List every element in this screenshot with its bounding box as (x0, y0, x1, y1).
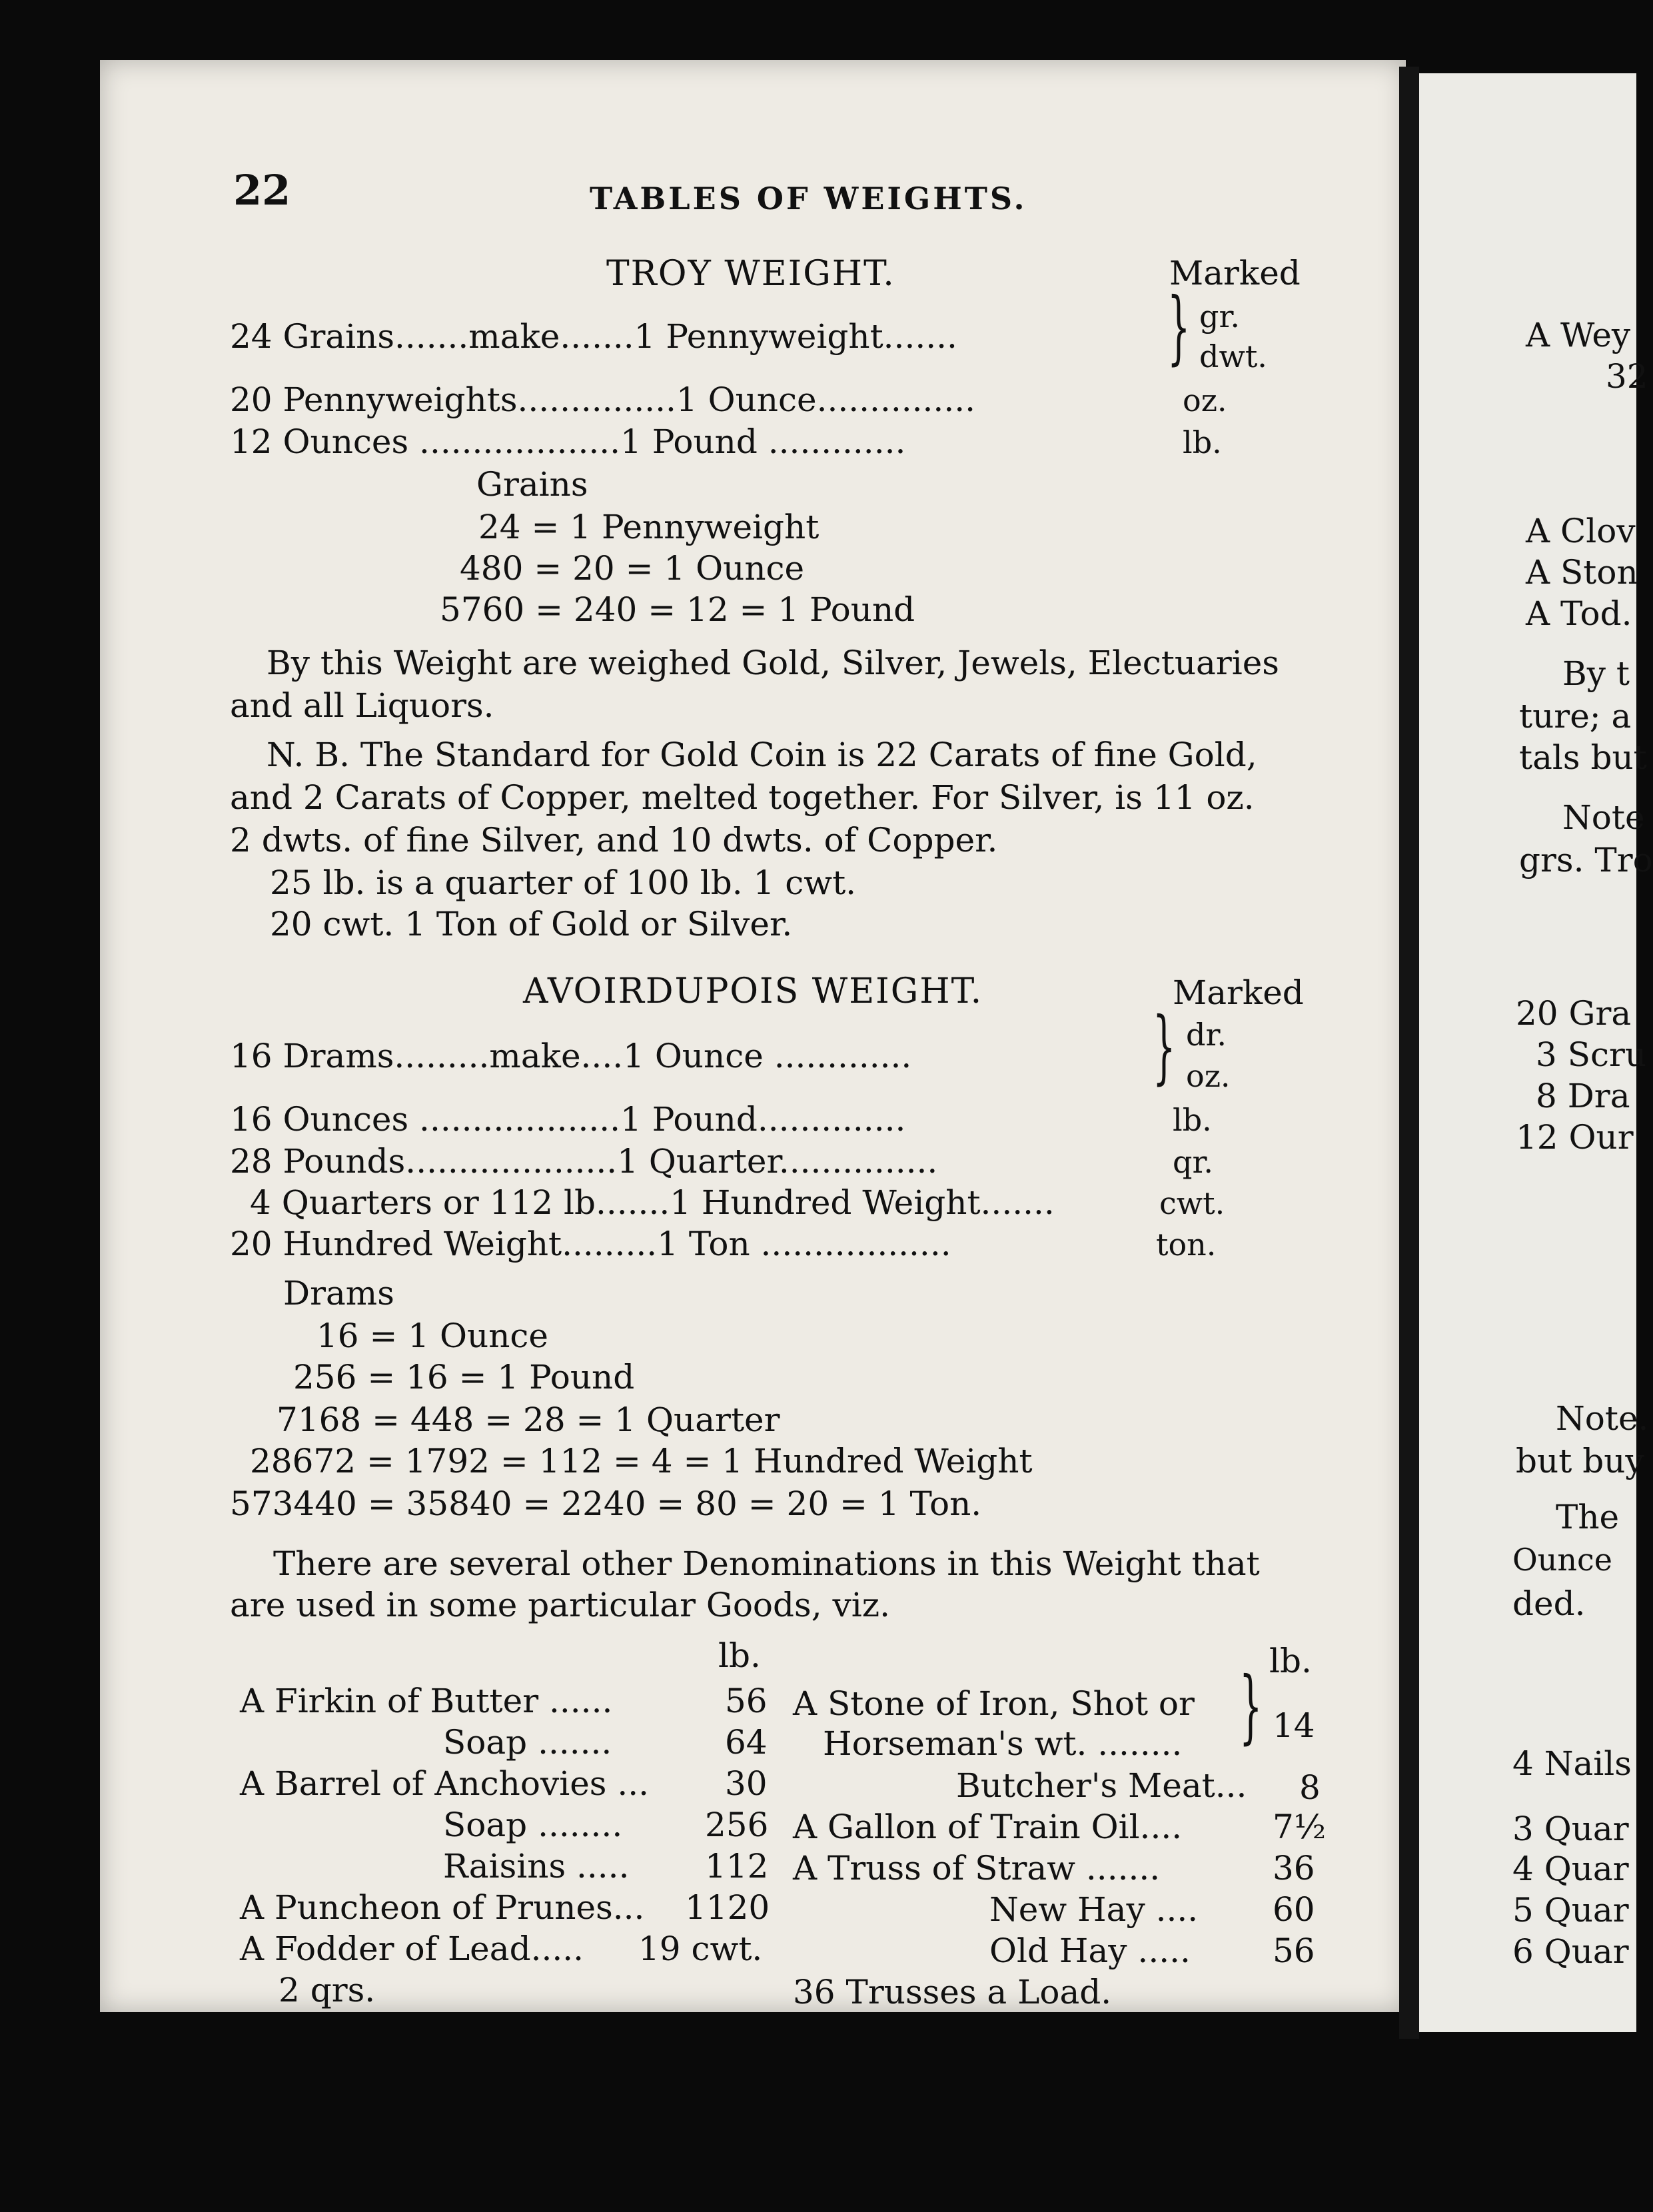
goods-right-label-3: Butcher's Meat... (956, 1766, 1247, 1805)
troy-conversion-2: 480 = 20 = 1 Ounce (460, 549, 805, 588)
goods-right-value-2: 14 (1273, 1706, 1315, 1745)
right-fragment: By t (1562, 654, 1630, 693)
right-fragment: Ounce (1512, 1542, 1612, 1578)
troy-row-1: 24 Grains.......make.......1 Pennyweight....... (230, 317, 957, 356)
right-fragment: Note. (1556, 1399, 1649, 1438)
avoirdupois-row-1-mark: dr. (1186, 1017, 1227, 1053)
troy-grains-label: Grains (476, 465, 588, 504)
troy-row-1-mark-2: dwt. (1199, 338, 1267, 374)
page-gutter (1399, 67, 1419, 2039)
avoirdupois-conversion-5: 573440 = 35840 = 2240 = 80 = 20 = 1 Ton. (230, 1484, 982, 1523)
right-fragment: 4 Nails (1512, 1744, 1632, 1783)
troy-row-2: 20 Pennyweights...............1 Ounce............... (230, 380, 975, 419)
right-fragment: A Wey (1526, 316, 1631, 354)
right-fragment: ded. (1512, 1584, 1586, 1623)
goods-left-value-3: 30 (725, 1764, 768, 1803)
goods-left-label-3: A Barrel of Anchovies ... (240, 1764, 650, 1803)
troy-brace: } (1167, 281, 1191, 374)
right-fragment: 6 Quar (1512, 1932, 1629, 1971)
avoirdupois-row-5-mark: ton. (1156, 1227, 1217, 1263)
avoirdupois-brace: } (1153, 1001, 1176, 1093)
right-fragment: The (1556, 1498, 1620, 1536)
goods-left-value-1: 56 (725, 1682, 768, 1720)
troy-nb-line-3: 2 dwts. of fine Silver, and 10 dwts. of Copper. (230, 821, 998, 859)
avoirdupois-row-3: 28 Pounds....................1 Quarter............... (230, 1142, 938, 1181)
troy-marked-label: Marked (1169, 254, 1301, 292)
right-fragment: A Clov (1526, 512, 1636, 550)
right-fragment: 4 Quar (1512, 1850, 1629, 1888)
avoirdupois-title: AVOIRDUPOIS WEIGHT. (523, 971, 983, 1011)
goods-left-value-2: 64 (725, 1723, 768, 1762)
avoirdupois-para-line-2: are used in some particular Goods, viz. (230, 1586, 890, 1624)
troy-conversion-1: 24 = 1 Pennyweight (478, 508, 820, 546)
right-fragment: 32 (1606, 357, 1648, 396)
troy-para-line-2: and all Liquors. (230, 686, 494, 725)
page-number: 22 (233, 166, 291, 215)
avoirdupois-row-1: 16 Drams.........make....1 Ounce ............. (230, 1037, 912, 1075)
avoirdupois-row-2-mark: lb. (1173, 1102, 1212, 1138)
right-fragment: ture; a (1519, 697, 1632, 736)
avoirdupois-row-5: 20 Hundred Weight.........1 Ton .................. (230, 1225, 951, 1263)
avoirdupois-conversion-2: 256 = 16 = 1 Pound (293, 1358, 635, 1396)
goods-left-label-2: Soap ....... (443, 1723, 612, 1762)
goods-left-value-6: 1120 (685, 1888, 770, 1927)
troy-row-3: 12 Ounces ...................1 Pound ............. (230, 422, 906, 461)
right-fragment: Note (1562, 798, 1645, 837)
goods-left-label-4: Soap ........ (443, 1806, 623, 1844)
right-fragment: A Tod. (1526, 594, 1632, 633)
right-fragment: 3 Scru (1536, 1035, 1647, 1074)
goods-brace: } (1239, 1660, 1263, 1753)
right-fragment: 12 Our (1516, 1118, 1634, 1157)
troy-conversion-3: 5760 = 240 = 12 = 1 Pound (440, 590, 915, 629)
right-fragment: grs. Tro (1519, 841, 1653, 879)
troy-note-1: 25 lb. is a quarter of 100 lb. 1 cwt. (270, 863, 857, 902)
right-fragment: but buy (1516, 1442, 1644, 1480)
goods-right-label-8: 36 Trusses a Load. (793, 1973, 1112, 2011)
troy-nb-line-2: and 2 Carats of Copper, melted together. For Silver, is 11 oz. (230, 778, 1255, 817)
troy-row-2-mark: oz. (1183, 382, 1227, 418)
goods-right-label-4: A Gallon of Train Oil.... (793, 1808, 1183, 1846)
right-fragment: 5 Quar (1512, 1891, 1629, 1930)
goods-right-value-6: 60 (1273, 1890, 1315, 1929)
goods-left-label-5: Raisins ..... (443, 1847, 630, 1886)
avoirdupois-conversion-1: 16 = 1 Ounce (316, 1317, 548, 1355)
goods-right-label-5: A Truss of Straw ....... (793, 1849, 1161, 1888)
avoirdupois-conversion-4: 28672 = 1792 = 112 = 4 = 1 Hundred Weight (250, 1442, 1033, 1480)
avoirdupois-drams-label: Drams (283, 1274, 394, 1313)
avoirdupois-marked-label: Marked (1173, 973, 1304, 1012)
right-fragment: tals but (1519, 738, 1647, 777)
right-fragment: A Ston (1526, 553, 1638, 592)
goods-right-label-6: New Hay .... (989, 1890, 1199, 1929)
avoirdupois-row-2: 16 Ounces ...................1 Pound.............. (230, 1100, 906, 1139)
right-fragment: 20 Gra (1516, 994, 1632, 1033)
avoirdupois-row-4: 4 Quarters or 112 lb.......1 Hundred Weight....... (250, 1183, 1055, 1222)
goods-left-lb-head: lb. (718, 1636, 761, 1675)
goods-right-value-7: 56 (1273, 1932, 1315, 1970)
goods-left-value-7: 19 cwt. (638, 1930, 763, 1968)
avoirdupois-para-line-1: There are several other Denominations in this Weight that (273, 1544, 1260, 1583)
goods-left-label-1: A Firkin of Butter ...... (240, 1682, 613, 1720)
troy-title: TROY WEIGHT. (606, 254, 895, 294)
goods-right-label-7: Old Hay ..... (989, 1932, 1191, 1970)
avoirdupois-row-3-mark: qr. (1173, 1144, 1214, 1180)
goods-right-value-3: 8 (1299, 1768, 1321, 1807)
avoirdupois-row-4-mark: cwt. (1159, 1185, 1225, 1221)
running-title: TABLES OF WEIGHTS. (590, 181, 1027, 217)
goods-left-value-4: 256 (705, 1806, 769, 1844)
troy-row-1-mark: gr. (1199, 298, 1241, 334)
goods-right-label-2: Horseman's wt. ........ (823, 1724, 1183, 1763)
goods-right-value-4: 7½ (1273, 1808, 1327, 1846)
goods-left-label-6: A Puncheon of Prunes... (240, 1888, 645, 1927)
goods-left-value-5: 112 (705, 1847, 769, 1886)
troy-nb-line-1: N. B. The Standard for Gold Coin is 22 Carats of fine Gold, (267, 736, 1257, 774)
troy-row-3-mark: lb. (1183, 424, 1222, 460)
troy-note-2: 20 cwt. 1 Ton of Gold or Silver. (270, 905, 793, 943)
goods-right-lb-head: lb. (1269, 1642, 1312, 1680)
goods-left-label-8: 2 qrs. (278, 1971, 376, 2009)
goods-right-label-1: A Stone of Iron, Shot or (793, 1684, 1195, 1723)
right-fragment: 8 Dra (1536, 1077, 1630, 1115)
troy-para-line-1: By this Weight are weighed Gold, Silver, Jewels, Electuaries (267, 644, 1279, 682)
right-fragment: 3 Quar (1512, 1810, 1629, 1848)
goods-right-value-5: 36 (1273, 1849, 1315, 1888)
avoirdupois-conversion-3: 7168 = 448 = 28 = 1 Quarter (276, 1400, 780, 1439)
avoirdupois-row-1-mark-2: oz. (1186, 1058, 1231, 1094)
goods-left-label-7: A Fodder of Lead..... (240, 1930, 584, 1968)
